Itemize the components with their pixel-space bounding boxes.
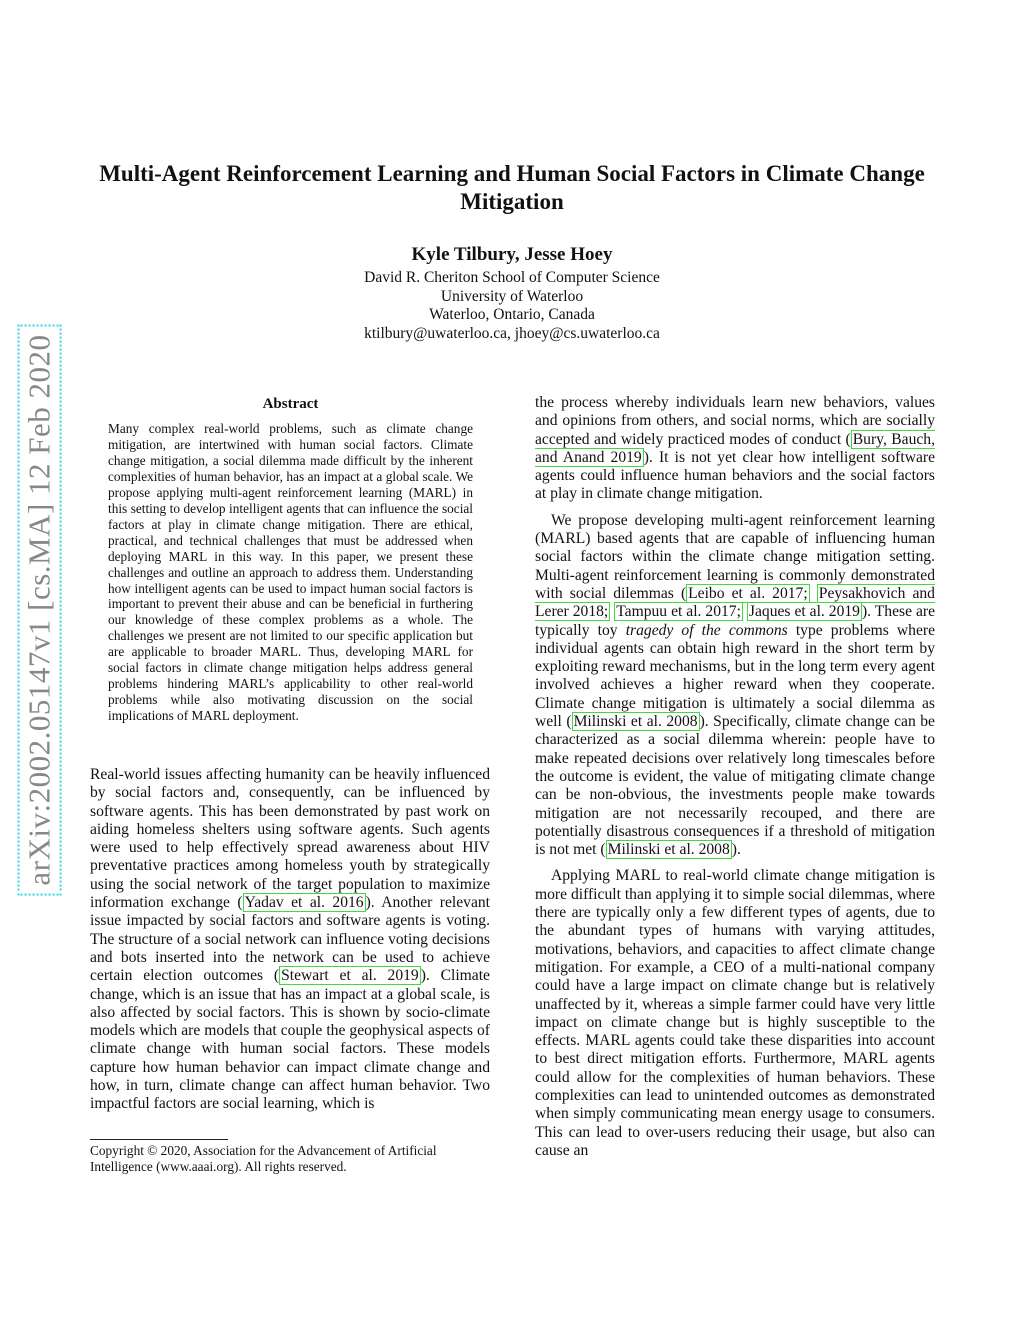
copyright-footnote: Copyright © 2020, Association for the Advancement of Artificial Intelligence (www.aaai.org). All rights reserved. xyxy=(90,1143,437,1174)
footnote-divider xyxy=(90,1139,228,1140)
citation-link[interactable]: Milinski et al. 2008 xyxy=(607,841,730,859)
citation-link[interactable]: Tampuu et al. 2017; xyxy=(616,603,741,621)
author-block xyxy=(95,243,929,343)
citation-link[interactable]: Milinski et al. 2008 xyxy=(573,713,698,731)
right-column xyxy=(535,394,935,1168)
affiliation-line: David R. Cheriton School of Computer Science xyxy=(364,269,660,286)
text-run: type problems where individual agents can obtain high reward in the short term by exploiting reward mechanisms, but in the long term every agent involved achieves a higher reward when they cooperate. Climate change mitigation is ultimately a social dilemma as well ( xyxy=(535,621,936,731)
text-run: ). It is not yet clear how intelligent software agents could influence human behaviors and the social factors at play in climate change mitigation. xyxy=(535,448,935,503)
paper-title: Multi-Agent Reinforcement Learning and Human Social Factors in Climate Change Mitigation xyxy=(99,161,925,214)
paragraph: Applying MARL to real-world climate change mitigation is more difficult than applying it to simple social dilemmas, where there are typically only a few different types of agents, due to the abundant types of humans with varying attitudes, motivations, behaviors, and capacities to affect climate change mitigation. For example, a CEO of a multi-national company could have a large impact on climate change but is relatively unaffected by it, whereas a simple farmer could have very little impact on climate change but is highly susceptible to the effects. MARL agents could take these disparities into account to best direct mitigation efforts. Furthermore, MARL agents could allow for the complexities of human behaviors. These complexities can lead to unintended outcomes as demonstrated when simply communicating mean energy usage to consumers. This can lead to over-users reducing their usage, but also can cause an xyxy=(535,867,935,1159)
arxiv-sidebar xyxy=(15,305,65,915)
paragraph xyxy=(535,512,935,860)
citation-link[interactable]: Peysakhovich and Lerer 2018; xyxy=(535,584,935,621)
paragraph xyxy=(535,394,935,504)
abstract-heading: Abstract xyxy=(262,396,319,412)
citation-link[interactable]: Leibo et al. 2017; xyxy=(688,584,808,602)
emphasis-text: tragedy of the commons xyxy=(625,621,788,639)
author-names: Kyle Tilbury, Jesse Hoey xyxy=(411,244,613,265)
affiliation-line: Waterloo, Ontario, Canada xyxy=(429,306,595,323)
citation-link[interactable]: Bury, Bauch, and Anand 2019 xyxy=(535,430,935,466)
text-run: Real-world issues affecting humanity can be heavily influenced by social factors and, consequently, can be influenced by software agents. This has been demonstrated by past work on aiding homeless shelters using software agents. Such agents were used to help effectively spread awareness about HIV preventative practices among homeless youth by strategically using the social network of the target population to maximize information exchange ( xyxy=(90,766,490,912)
arxiv-identifier[interactable]: arXiv:2002.05147v1 [cs.MA] 12 Feb 2020 xyxy=(18,324,62,895)
text-run: ). Specifically, climate change can be characterized as a social dilemma wherein: people have to make repeated decisions over relatively long timescales before the outcome is evident, the value of mitigating climate change can be non-obvious, the investments people make towards mitigation are not necessarily recouped, and there are potentially disastrous consequences if a threshold of mitigation is not met ( xyxy=(535,713,935,859)
author-emails: ktilbury@uwaterloo.ca, jhoey@cs.uwaterloo.ca xyxy=(364,324,660,342)
left-column xyxy=(90,766,490,1114)
text-run: ). xyxy=(731,841,741,859)
paragraph xyxy=(90,766,490,1114)
text-run: ). Climate change, which is an issue that has an impact at a global scale, is also affected by social factors. This is shown by socio-climate models which are models that couple the geophysical aspects of climate change with human social factors. These models capture how human behavior can impact climate change and how, in turn, climate change can affect human behavior. Two impactful factors are social learning, which is xyxy=(90,967,490,1113)
text-run: the process whereby individuals learn new behaviors, values and opinions from others, and social norms, which are socially accepted and widely practiced modes of conduct ( xyxy=(535,394,935,448)
citation-link[interactable]: Jaques et al. 2019 xyxy=(748,603,860,621)
abstract-text: Many complex real-world problems, such as climate change mitigation, are intertwined with human social factors. Climate change mitigation, a social dilemma made difficult by the inherent complexities of human behavior, has an impact at a global scale. We propose applying multi-agent reinforcement learning (MARL) in this setting to develop intelligent agents that can influence the social factors at play in climate change mitigation. There are ethical, practical, and technical challenges that must be addressed when deploying MARL in this way. In this paper, we present these challenges and outline an approach to address them. Understanding how intelligent agents can be used to impact human social factors is important to prevent their abuse and can be beneficial in furthering our knowledge of these complex problems as a whole. The challenges we present are not limited to our specific application but are applicable to broader MARL. Thus, developing MARL for social factors in climate change mitigation helps address general problems hindering MARL’s applicability to other real-world problems while also motivating discussion on the social implications of MARL deployment. xyxy=(108,421,473,724)
citation-link[interactable]: Stewart et al. 2019 xyxy=(281,967,419,985)
text-run: ). These are typically toy xyxy=(535,603,935,639)
citation-link[interactable]: Yadav et al. 2016 xyxy=(244,894,364,912)
affiliation-line: University of Waterloo xyxy=(440,287,584,305)
text-run: ). Another relevant issue impacted by social factors and software agents is voting. The structure of a social network can influence voting decisions and bots inserted into the network can be used to achieve certain election outcomes ( xyxy=(90,894,491,985)
text-run: We propose developing multi-agent reinforcement learning (MARL) based agents that are capable of influencing human social factors within the climate change mitigation setting. Multi-agent reinforcement learning is commonly demonstrated with social dilemmas ( xyxy=(535,511,935,602)
